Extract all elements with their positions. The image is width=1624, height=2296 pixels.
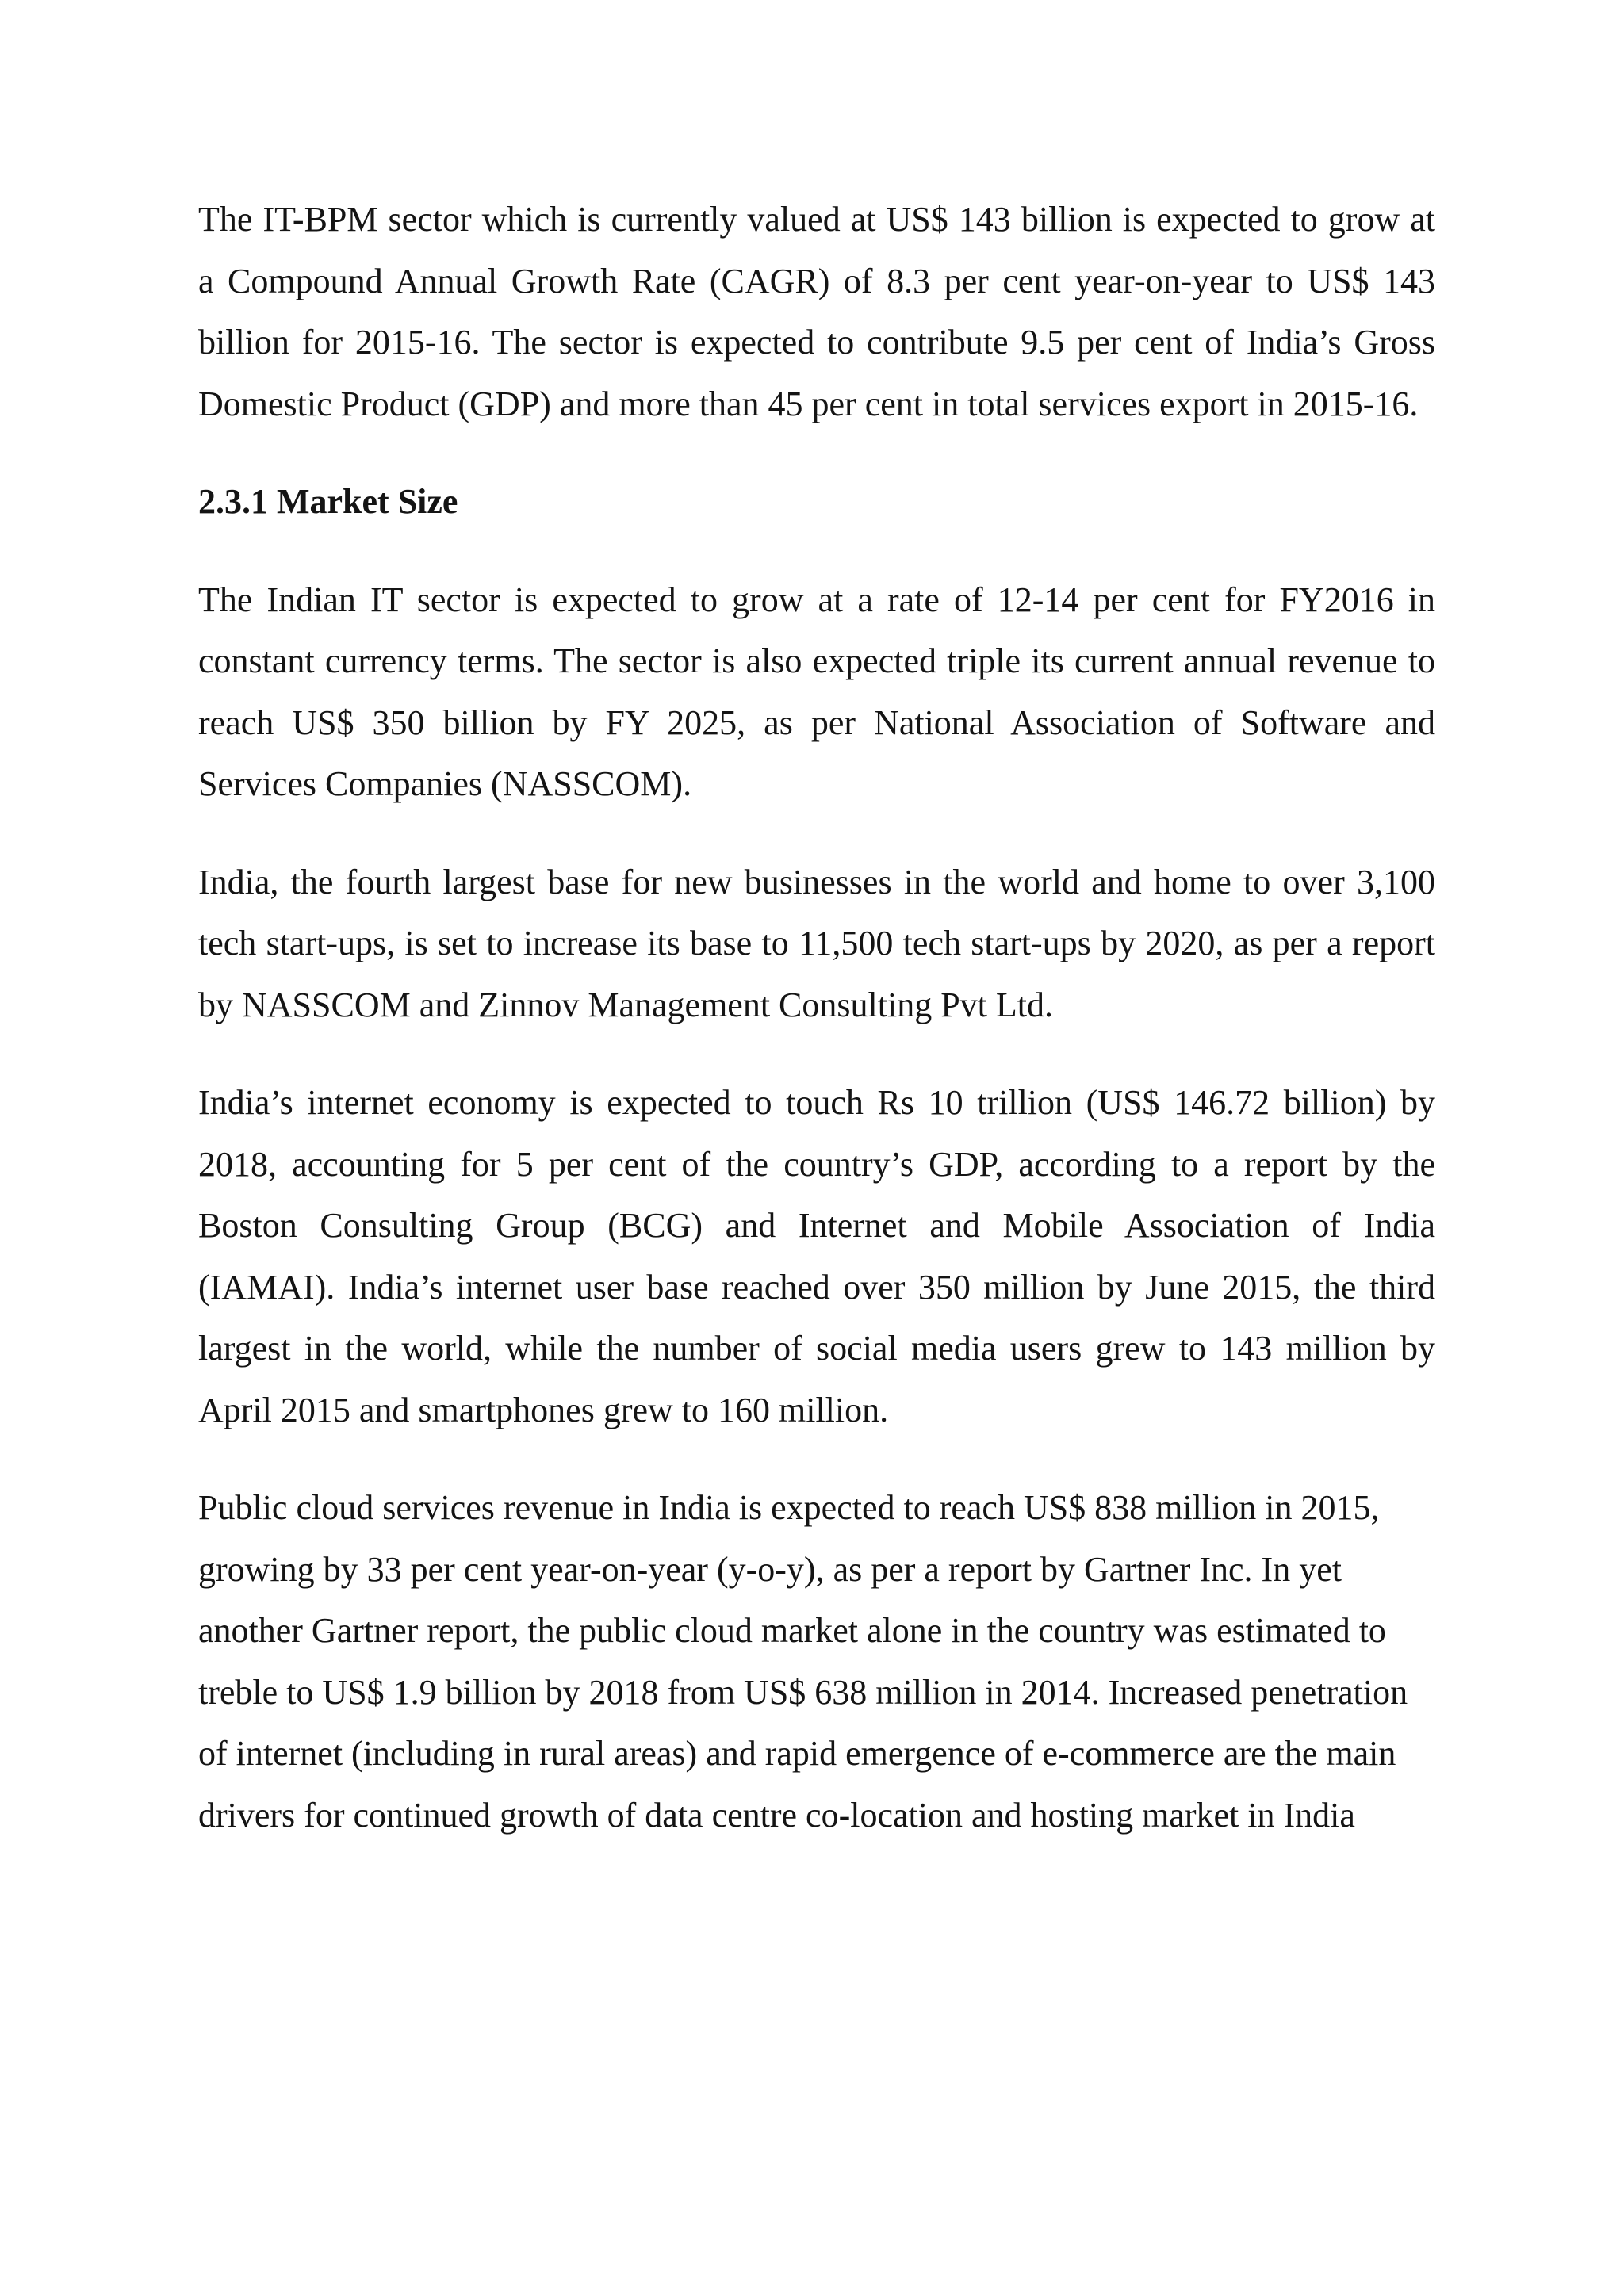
intro-paragraph: The IT-BPM sector which is currently valued at US$ 143 billion is expected to grow at a Compound Annual Growth Rate (CAGR) of 8.3 per cent year-on-year to US$ 143 billion for 2015-16. The sector is expected to contribute 9.5 per cent of India’s Gross Domestic Product (GDP) and more than 45 per cent in total services export in 2015-16. [198,200,1435,423]
paragraph-public-cloud: Public cloud services revenue in India is expected to reach US$ 838 million in 2015, growing by 33 per cent year-on-year (y-o-y), as per a report by Gartner Inc. In yet another Gartner report, the public cloud market alone in the country was estimated to treble to US$ 1.9 billion by 2018 from US$ 638 million in 2014. Increased penetration of internet (including in rural areas) and rapid emergence of e-commerce are the main drivers for continued growth of data centre co-location and hosting market in India [198,1488,1408,1835]
document-page [198,189,1435,1882]
paragraph-internet-economy: India’s internet economy is expected to touch Rs 10 trillion (US$ 146.72 billion) by 2018, accounting for 5 per cent of the country’s GDP, according to a report by the Boston Consulting Group (BCG) and Internet and Mobile Association of India (IAMAI). India’s internet user base reached over 350 million by June 2015, the third largest in the world, while the number of social media users grew to 143 million by April 2015 and smartphones grew to 160 million. [198,1083,1435,1429]
paragraph-it-sector-growth: The Indian IT sector is expected to grow at a rate of 12-14 per cent for FY2016 in constant currency terms. The sector is also expected triple its current annual revenue to reach US$ 350 billion by FY 2025, as per National Association of Software and Services Companies (NASSCOM). [198,580,1435,803]
paragraph-tech-startups: India, the fourth largest base for new businesses in the world and home to over 3,100 tech start-ups, is set to increase its base to 11,500 tech start-ups by 2020, as per a report by NASSCOM and Zinnov Management Consulting Pvt Ltd. [198,862,1435,1024]
section-heading: 2.3.1 Market Size [198,482,458,521]
